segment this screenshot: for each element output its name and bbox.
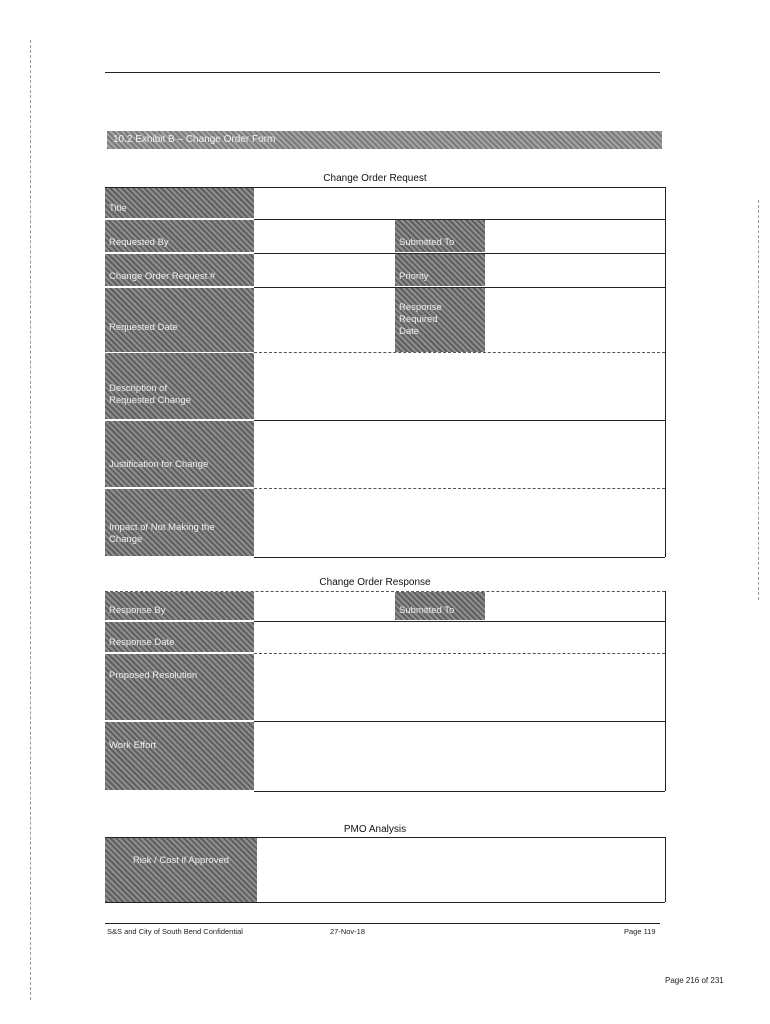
response-required-date-label: Response Required Date (395, 288, 485, 352)
pmo-table-bottom (105, 902, 665, 903)
proposed-resolution-label: Proposed Resolution (105, 654, 254, 720)
footer-rule (105, 923, 660, 924)
request-table-bottom (254, 557, 665, 558)
requested-by-label: Requested By (105, 220, 254, 252)
left-margin-line (30, 40, 31, 1000)
description-label: Description of Requested Change (105, 353, 254, 419)
footer-left: S&S and City of South Bend Confidential (107, 927, 243, 936)
impact-label: Impact of Not Making the Change (105, 489, 254, 556)
page-number: Page 216 of 231 (665, 976, 724, 985)
title-field[interactable] (256, 188, 664, 218)
requested-by-field[interactable] (256, 220, 394, 252)
impact-field[interactable] (256, 489, 664, 556)
risk-cost-label: Risk / Cost if Approved (105, 838, 257, 902)
priority-field[interactable] (487, 254, 664, 286)
submitted-to-label: Submitted To (395, 220, 485, 252)
response-table-right (665, 591, 666, 791)
justification-label: Justification for Change (105, 421, 254, 487)
pmo-table-right (665, 837, 666, 902)
section-banner: 10.2 Exhibit B – Change Order Form (107, 131, 662, 149)
description-field[interactable] (256, 353, 664, 419)
co-request-number-field[interactable] (256, 254, 394, 286)
header-rule (105, 72, 660, 73)
footer-right: Page 119 (624, 927, 656, 936)
proposed-resolution-field[interactable] (256, 654, 664, 720)
request-table-right (665, 187, 666, 557)
requested-date-field[interactable] (256, 288, 394, 352)
footer-center: 27-Nov-18 (330, 927, 366, 936)
work-effort-field[interactable] (256, 722, 664, 790)
response-date-field[interactable] (256, 622, 664, 652)
requested-date-label: Requested Date (105, 288, 254, 352)
response-by-field[interactable] (256, 592, 394, 620)
title-label: Title (105, 188, 254, 218)
response-submitted-to-label: Submitted To (395, 592, 485, 620)
response-submitted-to-field[interactable] (487, 592, 664, 620)
response-date-label: Response Date (105, 622, 254, 652)
justification-field[interactable] (256, 421, 664, 487)
submitted-to-field[interactable] (487, 220, 664, 252)
response-by-label: Response By (105, 592, 254, 620)
work-effort-label: Work Effort (105, 722, 254, 790)
response-table-bottom (254, 791, 665, 792)
right-margin-line (758, 200, 759, 600)
response-required-date-field[interactable] (487, 288, 664, 352)
priority-label: Priority (395, 254, 485, 286)
request-section-title: Change Order Request (323, 173, 427, 184)
pmo-section-title: PMO Analysis (343, 824, 407, 835)
co-request-number-label: Change Order Request # (105, 254, 254, 286)
response-section-title: Change Order Response (319, 577, 431, 588)
risk-cost-field[interactable] (259, 838, 664, 902)
